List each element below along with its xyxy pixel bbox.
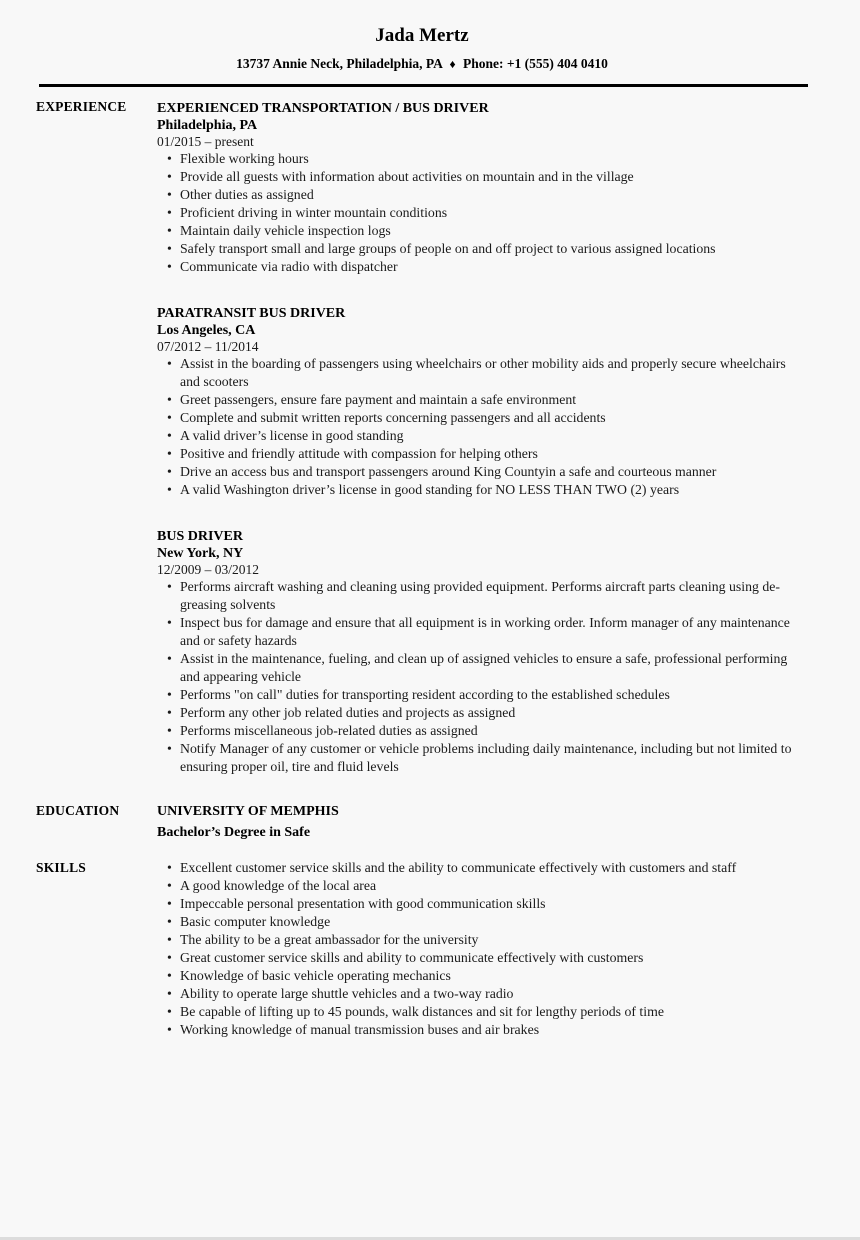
job-location: Philadelphia, PA — [157, 118, 258, 133]
contact-phone: Phone: +1 (555) 404 0410 — [462, 56, 608, 71]
job-entry — [157, 98, 808, 276]
bullet-item: • Assist in the maintenance, fueling, and clean up of assigned vehicles to ensure a safe, professional performing and appearing vehicle — [180, 650, 808, 686]
bullet-item: • Great customer service skills and ability to communicate effectively with customers — [180, 949, 808, 967]
contact-address: 13737 Annie Neck, Philadelphia, PA — [236, 56, 443, 71]
bullet-item: • Greet passengers, ensure fare payment and maintain a safe environment — [180, 391, 808, 409]
bullet-item: • Inspect bus for damage and ensure that all equipment is in working order. Inform manager of any maintenance and or safety hazards — [180, 614, 808, 650]
bullet-item: • Notify Manager of any customer or vehicle problems including daily maintenance, including but not limited to ensuring proper oil, tire and fluid levels — [180, 740, 808, 776]
bullet-item: • Positive and friendly attitude with compassion for helping others — [180, 445, 808, 463]
education-content — [157, 802, 808, 843]
job-bullets — [157, 150, 808, 276]
bullet-item: • Drive an access bus and transport passengers around King Countyin a safe and courteous manner — [180, 463, 808, 481]
experience-section — [36, 98, 808, 776]
diamond-icon: ♦ — [449, 57, 456, 71]
education-section — [36, 802, 808, 843]
job-location: New York, NY — [157, 546, 244, 561]
bullet-item: • Communicate via radio with dispatcher — [180, 258, 808, 276]
header-divider — [39, 84, 808, 87]
experience-section-label: EXPERIENCE — [36, 99, 127, 114]
bullet-item: • Performs aircraft washing and cleaning using provided equipment. Performs aircraft parts cleaning using de-greasing solvents — [180, 578, 808, 614]
bullet-item: • Performs "on call" duties for transporting resident according to the established schedules — [180, 686, 808, 704]
bullet-item: • Working knowledge of manual transmission buses and air brakes — [180, 1021, 808, 1039]
bullet-item: • Be capable of lifting up to 45 pounds, walk distances and sit for lengthy periods of time — [180, 1003, 808, 1021]
bullet-item: • Excellent customer service skills and the ability to communicate effectively with customers and staff — [180, 859, 808, 877]
contact-line — [36, 56, 808, 72]
job-entry — [157, 526, 808, 776]
bullet-item: • Basic computer knowledge — [180, 913, 808, 931]
job-dates: 12/2009 – 03/2012 — [157, 562, 260, 577]
bullet-item: • Complete and submit written reports concerning passengers and all accidents — [180, 409, 808, 427]
candidate-name: Jada Mertz — [375, 25, 469, 46]
bullet-item: • Safely transport small and large groups of people on and off project to various assigned locations — [180, 240, 808, 258]
job-dates: 07/2012 – 11/2014 — [157, 339, 259, 354]
skills-list — [157, 859, 808, 1039]
bullet-item: • Knowledge of basic vehicle operating mechanics — [180, 967, 808, 985]
bullet-item: • Assist in the boarding of passengers using wheelchairs or other mobility aids and properly secure wheelchairs and scooters — [180, 355, 808, 391]
bullet-item: • Impeccable personal presentation with good communication skills — [180, 895, 808, 913]
job-dates: 01/2015 – present — [157, 134, 254, 149]
job-entry — [157, 303, 808, 499]
bullet-item: • A valid driver’s license in good standing — [180, 427, 808, 445]
bullet-item: • Flexible working hours — [180, 150, 808, 168]
job-bullets — [157, 355, 808, 499]
education-school: UNIVERSITY OF MEMPHIS — [157, 804, 339, 819]
job-title: EXPERIENCED TRANSPORTATION / BUS DRIVER — [157, 101, 489, 116]
resume-header — [36, 0, 808, 87]
bullet-item: • Other duties as assigned — [180, 186, 808, 204]
bullet-item: • Performs miscellaneous job-related duties as assigned — [180, 722, 808, 740]
education-degree: Bachelor’s Degree in Safe — [157, 825, 311, 840]
education-section-label: EDUCATION — [36, 803, 120, 818]
job-title: BUS DRIVER — [157, 529, 243, 544]
job-bullets — [157, 578, 808, 776]
bullet-item: • The ability to be a great ambassador for the university — [180, 931, 808, 949]
job-location: Los Angeles, CA — [157, 323, 256, 338]
bullet-item: • Ability to operate large shuttle vehicles and a two-way radio — [180, 985, 808, 1003]
bullet-item: • Provide all guests with information about activities on mountain and in the village — [180, 168, 808, 186]
job-title: PARATRANSIT BUS DRIVER — [157, 306, 346, 321]
experience-jobs — [157, 98, 808, 776]
bullet-item: • A good knowledge of the local area — [180, 877, 808, 895]
bullet-item: • Maintain daily vehicle inspection logs — [180, 222, 808, 240]
bullet-item: • Perform any other job related duties and projects as assigned — [180, 704, 808, 722]
skills-section — [36, 859, 808, 1039]
skills-section-label: SKILLS — [36, 860, 86, 875]
bullet-item: • A valid Washington driver’s license in good standing for NO LESS THAN TWO (2) years — [180, 481, 808, 499]
bullet-item: • Proficient driving in winter mountain conditions — [180, 204, 808, 222]
